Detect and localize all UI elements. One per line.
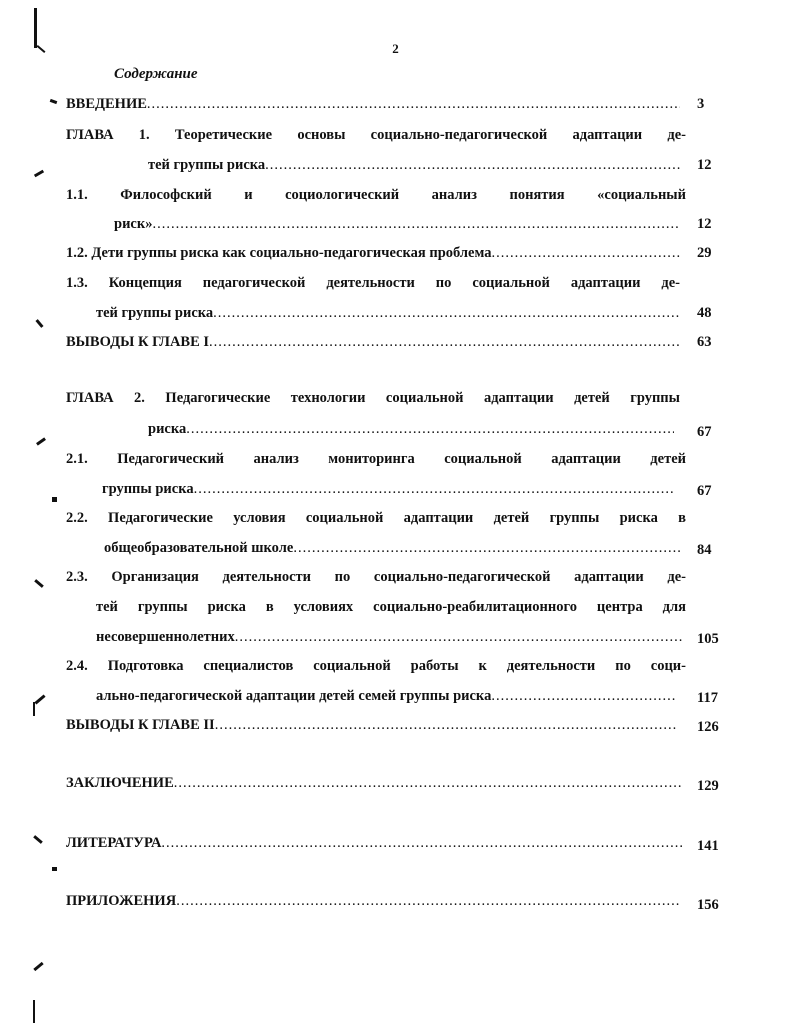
leader-dots	[176, 893, 680, 910]
scan-artifact-mark	[33, 1000, 35, 1023]
toc-entry-chapter2[interactable]	[66, 390, 680, 407]
leader-dots	[152, 216, 680, 233]
toc-entry-text: 1.1. Философский и социологический анализ понятия «социальный	[66, 187, 686, 203]
leader-dots	[265, 157, 680, 174]
toc-entry-1-2[interactable]	[66, 245, 680, 262]
toc-title: Содержание	[114, 66, 198, 82]
toc-entry-1-3-cont[interactable]	[96, 305, 680, 322]
leader-dots	[235, 629, 684, 646]
toc-entry-1-1[interactable]	[66, 187, 686, 204]
page-number: 2	[392, 41, 399, 56]
toc-entry-text: ВЫВОДЫ К ГЛАВЕ I	[66, 334, 210, 350]
toc-entry-literature[interactable]	[66, 835, 682, 852]
toc-entry-text: общеобразовательной школе	[104, 540, 294, 556]
toc-entry-conclusions-2[interactable]	[66, 717, 676, 734]
toc-page-number: 67	[697, 483, 712, 499]
toc-entry-2-2[interactable]	[66, 510, 686, 527]
leader-dots	[161, 835, 682, 852]
scan-artifact-mark	[34, 694, 45, 704]
toc-entry-text: 2.3. Организация деятельности по социально-педагогической адаптации де-	[66, 569, 686, 585]
leader-dots	[147, 96, 680, 113]
toc-page-number: 29	[697, 245, 712, 261]
toc-entry-text: ПРИЛОЖЕНИЯ	[66, 893, 177, 909]
toc-entry-text: 2.2. Педагогические условия социальной адаптации детей группы риска в	[66, 510, 686, 526]
scan-artifact-mark	[33, 835, 43, 844]
toc-entry-conclusions-1[interactable]	[66, 334, 680, 351]
toc-entry-introduction[interactable]	[66, 96, 680, 113]
toc-page-number: 63	[697, 334, 712, 350]
toc-entry-text: ально-педагогической адаптации детей семей группы риска	[96, 688, 492, 704]
toc-entry-text: ЗАКЛЮЧЕНИЕ	[66, 775, 174, 791]
toc-entry-2-1-cont[interactable]	[102, 481, 674, 498]
toc-entry-text: ГЛАВА 2. Педагогические технологии социальной адаптации детей группы	[66, 390, 680, 406]
toc-page-number: 105	[697, 631, 719, 647]
toc-page-number: 117	[697, 690, 718, 706]
scan-artifact-mark	[34, 579, 44, 588]
toc-entry-2-2-cont[interactable]	[104, 540, 680, 557]
scan-artifact-mark	[34, 170, 44, 178]
scan-artifact-mark	[35, 319, 43, 328]
toc-entry-text: ЛИТЕРАТУРА	[66, 835, 162, 851]
scan-artifact-mark	[36, 437, 46, 445]
toc-entry-text: риск»	[114, 216, 153, 232]
toc-entry-text: тей группы риска	[148, 157, 266, 173]
leader-dots	[293, 540, 680, 557]
toc-page-number: 3	[697, 96, 705, 112]
toc-entry-text: тей группы риска в условиях социально-реабилитационного центра для	[96, 599, 686, 615]
toc-page-number: 126	[697, 719, 719, 735]
scan-artifact-mark	[52, 867, 57, 871]
toc-entry-text: 1.2. Дети группы риска как социально-педагогическая проблема	[66, 245, 492, 261]
toc-page-number: 12	[697, 157, 712, 173]
toc-entry-chapter1[interactable]	[66, 127, 686, 144]
toc-entry-text: 2.1. Педагогический анализ мониторинга социальной адаптации детей	[66, 451, 686, 467]
scan-artifact-mark	[33, 702, 35, 716]
leader-dots	[215, 717, 676, 734]
toc-entry-text: ВЫВОДЫ К ГЛАВЕ II	[66, 717, 215, 733]
toc-entry-appendices[interactable]	[66, 893, 680, 910]
toc-page-number: 12	[697, 216, 712, 232]
toc-entry-2-4-cont[interactable]	[96, 688, 676, 705]
toc-page-number: 129	[697, 778, 719, 794]
scan-artifact-mark	[52, 497, 57, 502]
toc-entry-chapter2-cont[interactable]	[148, 421, 674, 438]
toc-entry-text: ГЛАВА 1. Теоретические основы социально-педагогической адаптации де-	[66, 127, 686, 143]
toc-entry-1-3[interactable]	[66, 275, 680, 292]
toc-entry-chapter1-cont[interactable]	[148, 157, 680, 174]
toc-entry-text: 1.3. Концепция педагогической деятельности по социальной адаптации де-	[66, 275, 680, 291]
toc-entry-text: риска	[148, 421, 187, 437]
toc-entry-text: тей группы риска	[96, 305, 214, 321]
toc-entry-2-1[interactable]	[66, 451, 686, 468]
leader-dots	[491, 688, 676, 705]
toc-entry-text: ВВЕДЕНИЕ	[66, 96, 147, 112]
toc-entry-2-4[interactable]	[66, 658, 686, 675]
toc-page-number: 67	[697, 424, 712, 440]
leader-dots	[186, 421, 674, 438]
toc-page-number: 141	[697, 838, 719, 854]
toc-entry-1-1-cont[interactable]	[114, 216, 680, 233]
scan-artifact-mark	[50, 99, 58, 104]
leader-dots	[213, 305, 680, 322]
toc-entry-text: группы риска	[102, 481, 194, 497]
toc-page-number: 48	[697, 305, 712, 321]
toc-entry-2-3[interactable]	[66, 569, 686, 586]
scan-artifact-mark	[33, 962, 43, 971]
toc-entry-text: 2.4. Подготовка специалистов социальной работы к деятельности по соци-	[66, 658, 686, 674]
scan-artifact-mark	[34, 8, 37, 48]
toc-entry-2-3-cont2[interactable]	[96, 629, 684, 646]
toc-entry-2-3-cont[interactable]	[96, 599, 686, 616]
leader-dots	[209, 334, 680, 351]
toc-entry-conclusion[interactable]	[66, 775, 682, 792]
leader-dots	[174, 775, 682, 792]
toc-page-number: 156	[697, 897, 719, 913]
toc-entry-text: несовершеннолетних	[96, 629, 235, 645]
leader-dots	[194, 481, 674, 498]
toc-page-number: 84	[697, 542, 712, 558]
leader-dots	[492, 245, 681, 262]
